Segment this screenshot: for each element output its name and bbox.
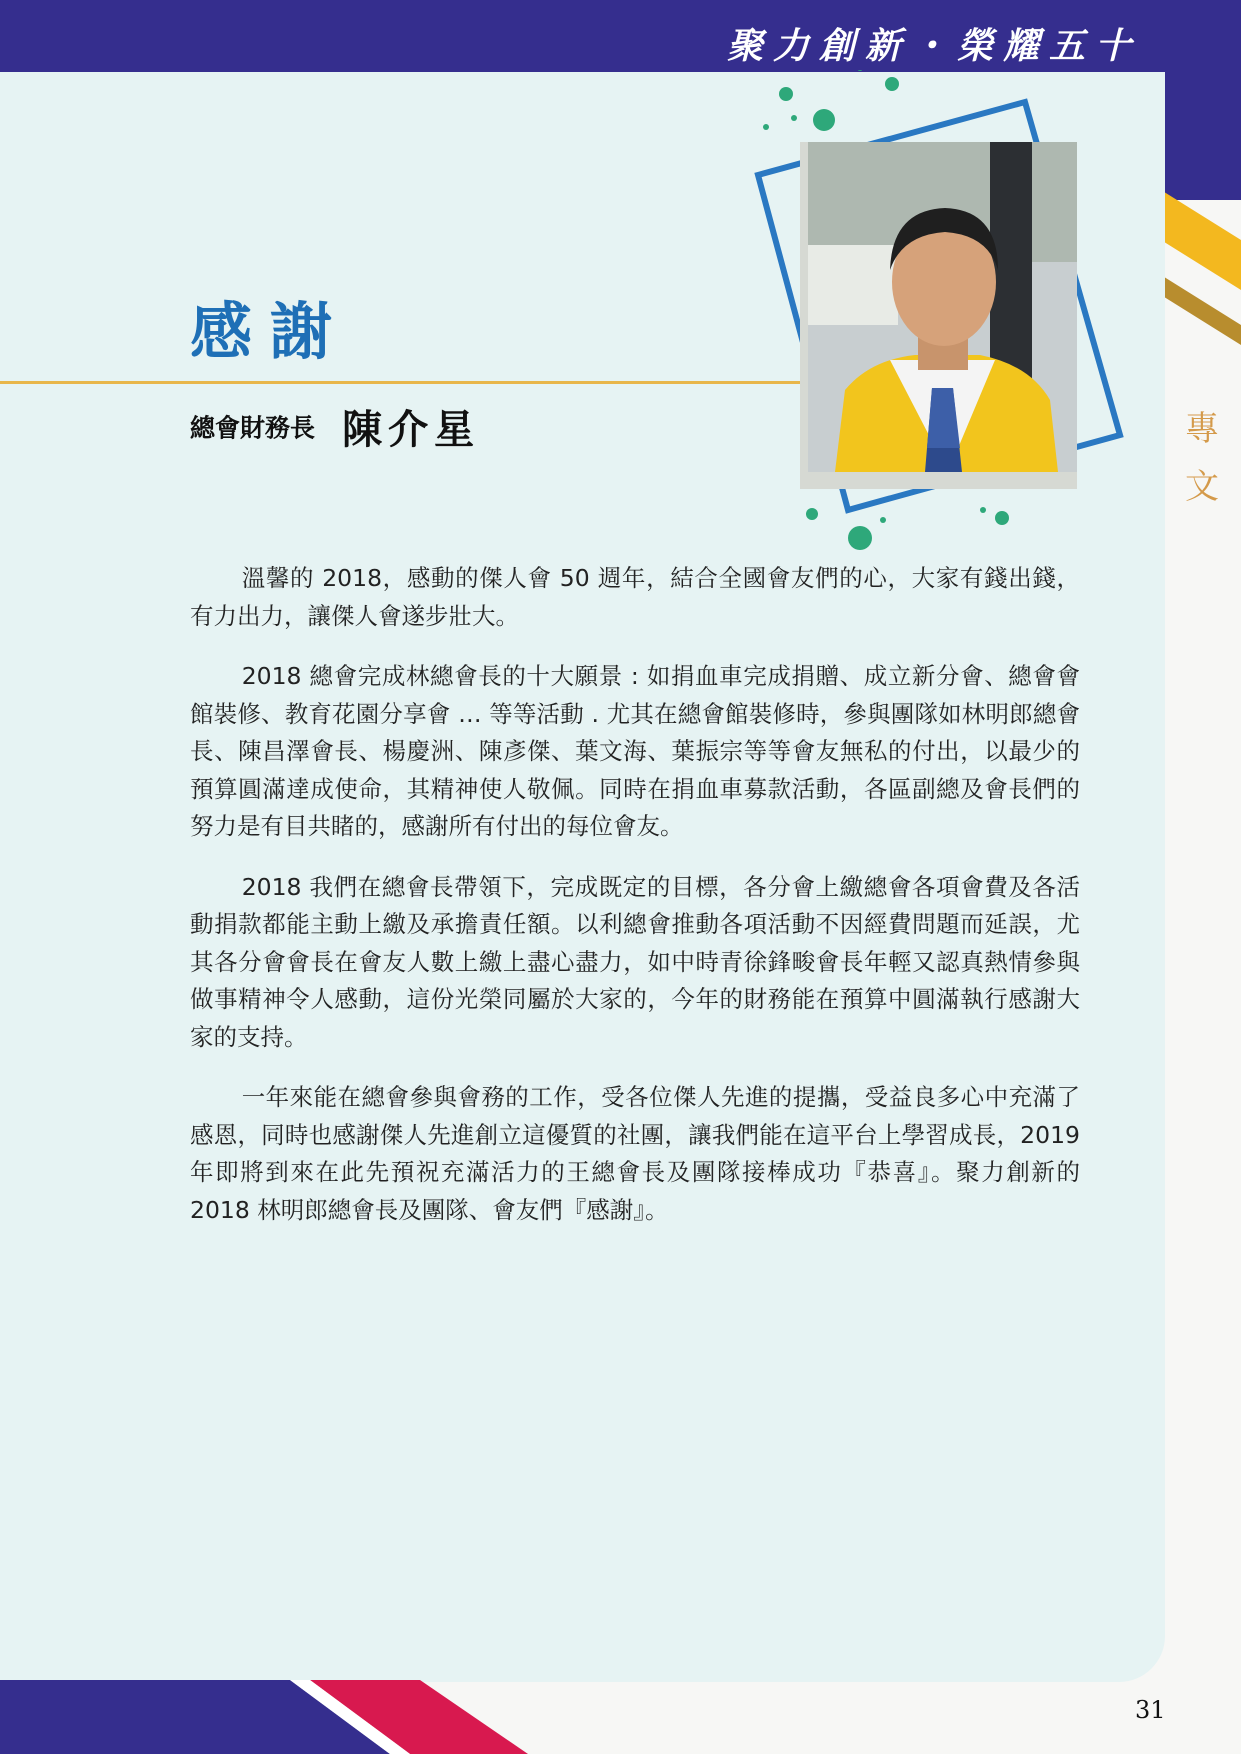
paragraph: 2018 總會完成林總會長的十大願景 : 如捐血車完成捐贈、成立新分會、總會會館裝修、教育花園分享會 … 等等活動 . 尤其在總會館裝修時，參與團隊如林明郎總會長、陳昌澤會長、楊慶洲、陳彥傑、葉文海、葉振宗等等會友無私的付出，以最少的預算圓滿達成使命，其精神使人敬佩。同時在捐血車募款活動，各區副總及會長們的努力是有目共睹的，感謝所有付出的每位會友。 [190,662,1080,840]
article-title: 感謝 [190,295,351,368]
title-divider [0,381,810,384]
paragraph: 一年來能在總會參與會務的工作，受各位傑人先進的提攜，受益良多心中充滿了感恩，同時也感謝傑人先進創立這優質的社團，讓我們能在這平台上學習成長，2019 年即將到來在此先預祝充滿活力的王總會長及團隊接棒成功『恭喜』。聚力創新的 2018 林明郎總會長及團隊、會友們『感謝』。 [190,1083,1080,1224]
header-motto: 聚力創新・榮耀五十 [726,25,1141,67]
author-photo [740,70,1130,560]
section-label: 專文 [1185,409,1219,507]
paragraph: 溫馨的 2018，感動的傑人會 50 週年，結合全國會友們的心，大家有錢出錢，有力出力，讓傑人會遂步壯大。 [190,564,1080,630]
byline [190,398,480,455]
page-number: 31 [1135,1696,1166,1724]
footer-decoration [0,1678,600,1754]
header-bar [0,0,1241,72]
author-role: 總會財務長 [190,413,316,443]
decorative-stripes [1161,160,1241,380]
article-body [190,560,1080,1252]
author-name: 陳介星 [342,406,481,453]
paragraph: 2018 我們在總會長帶領下，完成既定的目標，各分會上繳總會各項會費及各活動捐款都能主動上繳及承擔責任額。以利總會推動各項活動不因經費問題而延誤，尤其各分會會長在會友人數上繳上盡心盡力，如中時青徐鋒畯會長年輕又認真熱情參與做事精神令人感動，這份光榮同屬於大家的，今年的財務能在預算中圓滿執行感謝大家的支持。 [190,872,1080,1051]
